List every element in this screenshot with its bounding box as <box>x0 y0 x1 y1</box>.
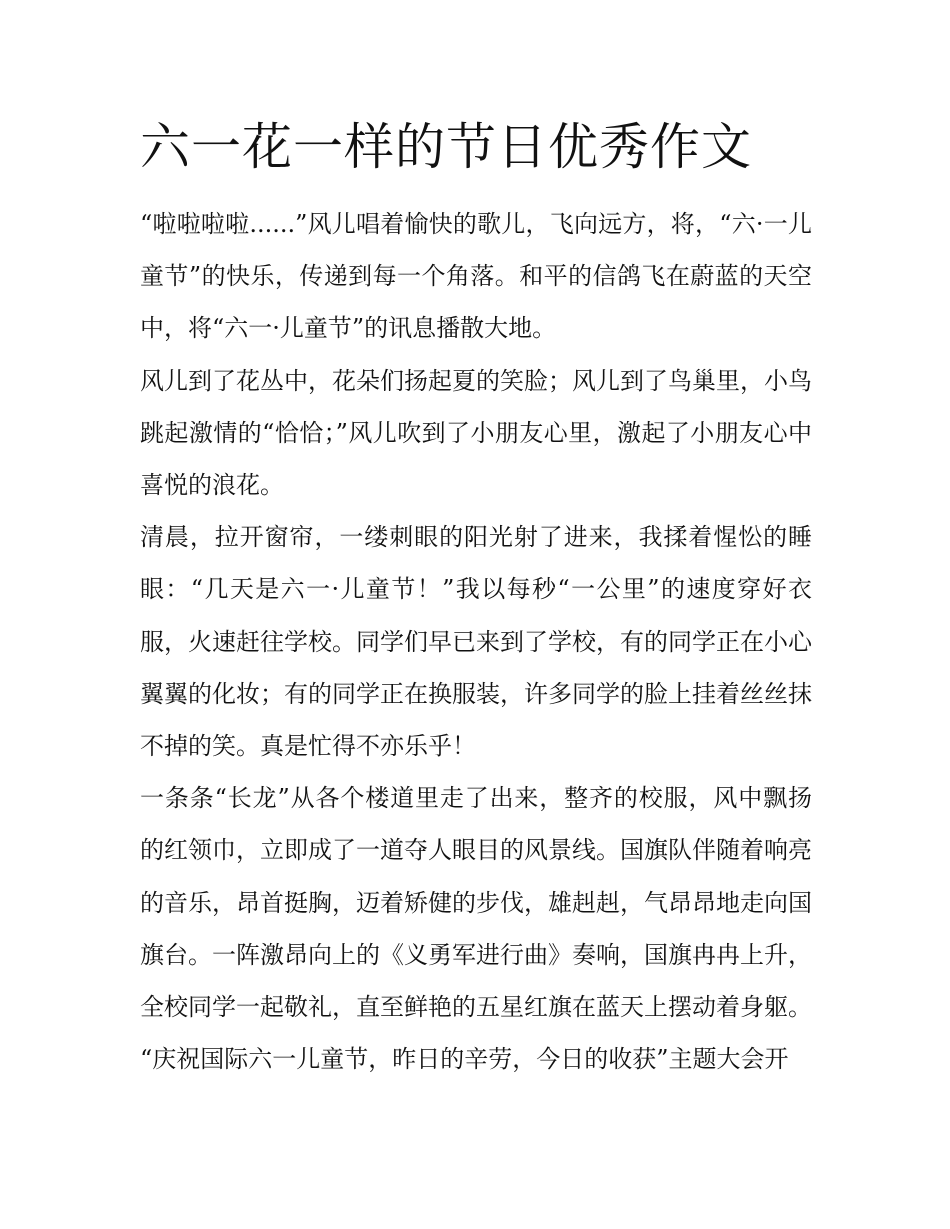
paragraph-4: 一条条“长龙”从各个楼道里走了出来，整齐的校服，风中飘扬的红领巾，立即成了一道夺人眼目的风景线。国旗队伴随着响亮的音乐，昂首挺胸，迈着矫健的步伐，雄赳赳，气昂昂地走向国旗台。一阵激昂向上的《义勇军进行曲》奏响，国旗冉冉上升，全校同学一起敬礼，直至鲜艳的五星红旗在蓝天上摆动着身躯。 <box>140 784 812 1022</box>
document-body <box>140 198 812 1085</box>
document-title: 六一花一样的节日优秀作文 <box>140 118 752 176</box>
paragraph-3: 清晨，拉开窗帘，一缕刺眼的阳光射了进来，我揉着惺忪的睡眼：“几天是六一·儿童节！”我以每秒“一公里”的速度穿好衣服，火速赶往学校。同学们早已来到了学校，有的同学正在小心翼翼的化妆；有的同学正在换服装，许多同学的脸上挂着丝丝抹不掉的笑。真是忙得不亦乐乎！ <box>140 523 812 761</box>
paragraph-1: “啦啦啦啦......”风儿唱着愉快的歌儿，飞向远方，将，“六·一儿童节”的快乐，传递到每一个角落。和平的信鸽飞在蔚蓝的天空中，将“六一·儿童节”的讯息播散大地。 <box>140 210 812 343</box>
paragraph-2: 风儿到了花丛中，花朵们扬起夏的笑脸；风儿到了鸟巢里，小鸟跳起激情的“恰恰；”风儿吹到了小朋友心里，激起了小朋友心中喜悦的浪花。 <box>140 366 812 500</box>
paragraph-5: “庆祝国际六一儿童节，昨日的辛劳，今日的收获”主题大会开 <box>140 1045 789 1074</box>
